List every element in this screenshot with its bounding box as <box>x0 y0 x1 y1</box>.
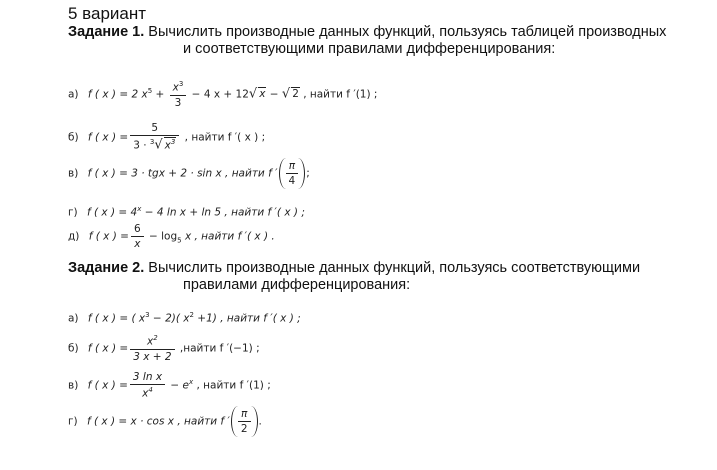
expr-part: f ( x ) = <box>87 131 129 144</box>
expr-part: +1) , найти f ′( x ) ; <box>193 312 301 325</box>
task2-text-line1: Вычислить производные данных функций, пользуясь соответствующими <box>144 260 641 276</box>
paren-group <box>279 158 306 189</box>
expr-part: − 4 ln x + ln 5 , найти f ′( x ) ; <box>141 206 305 219</box>
task1-item-d <box>68 205 305 219</box>
variant-title: 5 вариант <box>68 4 147 23</box>
numerator: 3 ln x <box>132 371 163 383</box>
exponent: x <box>137 205 142 213</box>
expr-part: − <box>266 88 282 101</box>
task1-heading <box>68 24 666 41</box>
task2-item-a <box>68 311 301 325</box>
sqrt-arg: 2 <box>292 88 299 101</box>
expr-part: − 4 x + 12 <box>188 88 249 101</box>
numerator: 6 <box>133 223 141 235</box>
expr-part: f ( x ) = <box>87 342 129 355</box>
item-label: в) <box>68 379 79 392</box>
item-label: а) <box>68 312 79 325</box>
expr-end: . <box>258 415 262 428</box>
exponent: 5 <box>147 86 153 95</box>
fraction <box>286 160 299 187</box>
expr-part: x , найти f ′( x ) . <box>181 230 275 243</box>
denominator: 3 · $^3$√ $x^3$ <box>130 135 179 153</box>
fraction <box>130 334 174 363</box>
exponent: 2 <box>153 334 158 342</box>
expr-part: f ( x ) = <box>87 379 128 392</box>
paren-group <box>231 406 258 437</box>
denominator: x <box>142 387 149 400</box>
expr-part: − 2)( x <box>149 312 190 325</box>
denominator: 2 <box>238 421 251 435</box>
item-label: в) <box>68 167 79 180</box>
task1-text-line1: Вычислить производные данных функций, пользуясь таблицей производных <box>144 24 667 40</box>
exponent: 3 <box>145 311 150 319</box>
task1-text-line2: и соответствующими правилами дифференцирования: <box>183 41 556 57</box>
exponent: 2 <box>189 311 194 319</box>
exponent: 3 <box>170 138 176 146</box>
item-label: б) <box>68 342 79 355</box>
root-arg <box>164 137 177 152</box>
numerator: π <box>288 160 296 172</box>
item-label: г) <box>68 206 78 219</box>
task1-title: Задание 1. <box>68 24 145 40</box>
den-part: 3 · <box>133 139 147 152</box>
task2-item-d <box>68 406 262 437</box>
item-label: б) <box>68 131 79 144</box>
task1-item-e <box>68 223 275 250</box>
denominator: 3 <box>170 95 187 109</box>
sqrt-arg: x <box>259 88 266 101</box>
find-text: , найти f ′(1) ; <box>193 379 271 392</box>
expr-part: f ( x ) = 4 <box>86 206 138 219</box>
fraction <box>170 80 187 109</box>
exponent: 3 <box>178 80 184 88</box>
denominator: 3 x + 2 <box>130 349 174 363</box>
expr-part: − e <box>167 379 189 392</box>
expr-part: − log <box>145 230 178 243</box>
fraction <box>130 371 165 400</box>
expr-part: f ( x ) = x · cos x , найти f ′ <box>86 415 230 428</box>
find-text: , найти f ′(1) ; <box>299 88 378 101</box>
root-index: 3 <box>149 138 155 146</box>
task2-text-line2: правилами дифференцирования: <box>183 277 411 293</box>
task1-item-c <box>68 158 310 189</box>
fraction <box>238 408 251 435</box>
find-text: ,найти f ′(−1) ; <box>176 342 260 355</box>
task2-item-c <box>68 371 271 400</box>
task2-item-b <box>68 334 260 363</box>
task1-item-a: а) f ( x ) = 2 $x^5$ + $\frac{x^3}{3}$ − 4 x + 12√ x − √ 2 , найти f ′(1) ; <box>68 80 378 109</box>
expr-part: f ( x ) = ( x <box>87 312 146 325</box>
task2-title: Задание 2. <box>68 260 145 276</box>
fraction <box>131 223 144 250</box>
expr-part: f ( x ) = <box>88 230 129 243</box>
numerator: π <box>241 408 248 420</box>
fraction <box>130 122 179 153</box>
task1-item-b <box>68 122 265 153</box>
item-label: а) <box>68 88 79 101</box>
log-base: 5 <box>177 236 182 245</box>
numerator: x <box>172 81 179 94</box>
item-label: г) <box>68 415 78 428</box>
expr-part: f ( x ) = 2 x <box>87 88 148 101</box>
denominator: x <box>131 236 144 250</box>
exponent: x <box>189 377 194 386</box>
find-text: , найти f ′( x ) ; <box>181 131 266 144</box>
expr-end: ; <box>306 167 310 180</box>
exponent: 4 <box>148 386 153 394</box>
expr-part: f ( x ) = 3 · tgx + 2 · sin x , найти f ′ <box>87 167 278 180</box>
denominator: 4 <box>286 173 299 187</box>
root-arg-text: x <box>164 139 171 152</box>
item-label: д) <box>68 230 80 243</box>
task2-heading <box>68 260 640 277</box>
numerator: x <box>147 335 154 348</box>
numerator: 5 <box>151 122 159 134</box>
expr-part: + <box>152 88 168 101</box>
